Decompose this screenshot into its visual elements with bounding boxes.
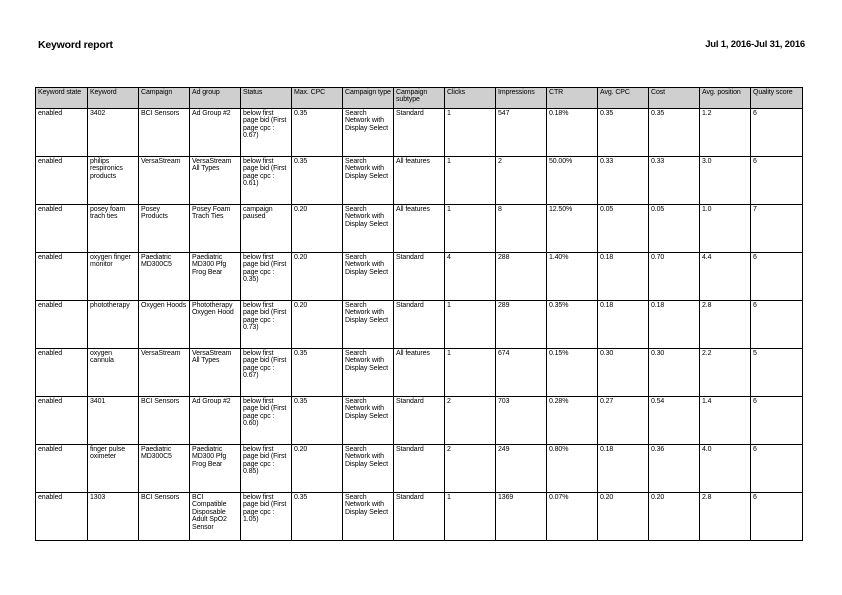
table-cell: VersaStream All Types [190,349,241,397]
table-cell: 288 [496,253,547,301]
table-cell: 1 [445,493,496,541]
table-cell: Search Network with Display Select [343,157,394,205]
table-cell: 6 [751,253,803,301]
table-cell: 8 [496,205,547,253]
table-cell: Standard [394,493,445,541]
report-date-range: Jul 1, 2016-Jul 31, 2016 [705,39,805,50]
table-cell: BCI Compatible Disposable Adult SpO2 Sensor [190,493,241,541]
table-cell: 0.54 [649,397,700,445]
table-cell: 0.70 [649,253,700,301]
table-cell: Search Network with Display Select [343,301,394,349]
table-cell: Paediatric MD300 Pfg Frog Bear [190,253,241,301]
table-cell: 0.30 [649,349,700,397]
table-cell: Search Network with Display Select [343,397,394,445]
table-cell: 3.0 [700,157,751,205]
table-cell: Ad Group #2 [190,109,241,157]
column-header: Clicks [445,88,496,109]
table-cell: 1 [445,349,496,397]
table-header [36,88,803,109]
table-cell: Paediatric MD300 Pfg Frog Bear [190,445,241,493]
table-row [36,349,803,397]
table-cell: Standard [394,445,445,493]
table-cell: 2 [496,157,547,205]
table-cell: Search Network with Display Select [343,349,394,397]
table-cell: 6 [751,157,803,205]
table-cell: below first page bid (First page cpc : 0.67) [241,349,292,397]
table-cell: 0.18 [649,301,700,349]
table-body [36,109,803,541]
table-row [36,109,803,157]
table-row [36,157,803,205]
table-cell: 0.35 [292,157,343,205]
table-cell: 1 [445,109,496,157]
table-cell: 0.20 [292,253,343,301]
table-cell: 703 [496,397,547,445]
table-cell: 0.20 [292,301,343,349]
table-cell: below first page bid (First page cpc : 0.60) [241,397,292,445]
table-cell: Standard [394,397,445,445]
table-cell: 1.4 [700,397,751,445]
table-cell: BCI Sensors [139,493,190,541]
table-cell: 0.20 [292,445,343,493]
table-cell: philips respironics products [88,157,139,205]
table-cell: below first page bid (First page cpc : 1.05) [241,493,292,541]
table-cell: 0.20 [598,493,649,541]
table-cell: oxygen cannula [88,349,139,397]
table-cell: 0.20 [649,493,700,541]
table-cell: campaign paused [241,205,292,253]
table-cell: Paediatric MD300C5 [139,253,190,301]
table-cell: 1 [445,157,496,205]
table-cell: 0.35 [292,493,343,541]
column-header: Ad group [190,88,241,109]
table-cell: 6 [751,109,803,157]
table-cell: below first page bid (First page cpc : 0.85) [241,445,292,493]
table-cell: below first page bid (First page cpc : 0.67) [241,109,292,157]
table-cell: Ad Group #2 [190,397,241,445]
table-cell: Search Network with Display Select [343,445,394,493]
table-cell: 0.28% [547,397,598,445]
table-cell: 547 [496,109,547,157]
table-cell: 3401 [88,397,139,445]
table-cell: 0.27 [598,397,649,445]
table-cell: Posey Foam Trach Ties [190,205,241,253]
column-header: Quality score [751,88,803,109]
table-cell: 2 [445,445,496,493]
table-cell: 0.35% [547,301,598,349]
table-cell: below first page bid (First page cpc : 0.61) [241,157,292,205]
table-cell: 0.35 [292,109,343,157]
table-cell: 0.18 [598,301,649,349]
table-cell: 0.36 [649,445,700,493]
column-header: Cost [649,88,700,109]
table-cell: enabled [36,445,88,493]
table-cell: 0.35 [292,349,343,397]
report-title: Keyword report [38,39,113,51]
table-cell: 1369 [496,493,547,541]
table-cell: All features [394,157,445,205]
table-cell: 2.8 [700,301,751,349]
table-cell: 6 [751,301,803,349]
table-cell: 0.20 [292,205,343,253]
table-cell: 2.8 [700,493,751,541]
table-cell: 0.35 [649,109,700,157]
table-cell: 249 [496,445,547,493]
header-row [36,88,803,109]
table-cell: 6 [751,493,803,541]
table-cell: Search Network with Display Select [343,109,394,157]
column-header: Max. CPC [292,88,343,109]
column-header: Avg. CPC [598,88,649,109]
column-header: Status [241,88,292,109]
table-cell: enabled [36,109,88,157]
column-header: Campaign type [343,88,394,109]
table-cell: 0.35 [598,109,649,157]
table-cell: 3402 [88,109,139,157]
table-cell: below first page bid (First page cpc : 0.73) [241,301,292,349]
column-header: Campaign subtype [394,88,445,109]
table-cell: Standard [394,109,445,157]
table-cell: 0.18 [598,253,649,301]
table-cell: enabled [36,397,88,445]
table-cell: 1.0 [700,205,751,253]
table-cell: 0.30 [598,349,649,397]
table-cell: Phototherapy Oxygen Hood [190,301,241,349]
table-cell: 7 [751,205,803,253]
table-cell: All features [394,205,445,253]
column-header: Keyword [88,88,139,109]
table-cell: 50.00% [547,157,598,205]
table-cell: Standard [394,253,445,301]
table-cell: Oxygen Hoods [139,301,190,349]
table-cell: 6 [751,397,803,445]
table-row [36,445,803,493]
column-header: Impressions [496,88,547,109]
column-header: Campaign [139,88,190,109]
table-cell: 0.80% [547,445,598,493]
table-cell: enabled [36,253,88,301]
table-cell: Posey Products [139,205,190,253]
table-cell: 0.05 [598,205,649,253]
table-row [36,493,803,541]
table-row [36,253,803,301]
table-cell: 0.05 [649,205,700,253]
table-cell: 0.18 [598,445,649,493]
table-cell: VersaStream [139,349,190,397]
table-cell: VersaStream All Types [190,157,241,205]
column-header: CTR [547,88,598,109]
table-cell: enabled [36,157,88,205]
table-cell: Search Network with Display Select [343,205,394,253]
table-cell: VersaStream [139,157,190,205]
table-cell: 1 [445,301,496,349]
table-cell: 0.15% [547,349,598,397]
table-row [36,397,803,445]
table-cell: 2 [445,397,496,445]
table-cell: Paediatric MD300C5 [139,445,190,493]
table-cell: Search Network with Display Select [343,493,394,541]
table-cell: BCI Sensors [139,397,190,445]
table-cell: posey foam trach ties [88,205,139,253]
table-cell: enabled [36,349,88,397]
table-cell: 1303 [88,493,139,541]
table-cell: 5 [751,349,803,397]
table-cell: 1 [445,205,496,253]
table-cell: 0.07% [547,493,598,541]
table-cell: 0.33 [598,157,649,205]
table-cell: All features [394,349,445,397]
table-row [36,205,803,253]
table-cell: finger pulse oximeter [88,445,139,493]
table-cell: 289 [496,301,547,349]
table-cell: 0.33 [649,157,700,205]
table-cell: BCI Sensors [139,109,190,157]
table-cell: 0.18% [547,109,598,157]
keyword-table [35,87,803,541]
table-cell: Standard [394,301,445,349]
table-cell: 4 [445,253,496,301]
table-cell: enabled [36,301,88,349]
table-cell: 6 [751,445,803,493]
table-cell: phototherapy [88,301,139,349]
table-cell: 0.35 [292,397,343,445]
table-cell: enabled [36,493,88,541]
table-cell: enabled [36,205,88,253]
table-cell: 1.40% [547,253,598,301]
table-cell: 12.50% [547,205,598,253]
table-cell: oxygen finger monitor [88,253,139,301]
table-cell: 674 [496,349,547,397]
table-cell: Search Network with Display Select [343,253,394,301]
table-cell: 2.2 [700,349,751,397]
table-cell: 4.0 [700,445,751,493]
column-header: Avg. position [700,88,751,109]
table-cell: 4.4 [700,253,751,301]
table-cell: 1.2 [700,109,751,157]
table-cell: below first page bid (First page cpc : 0.35) [241,253,292,301]
table-row [36,301,803,349]
column-header: Keyword state [36,88,88,109]
